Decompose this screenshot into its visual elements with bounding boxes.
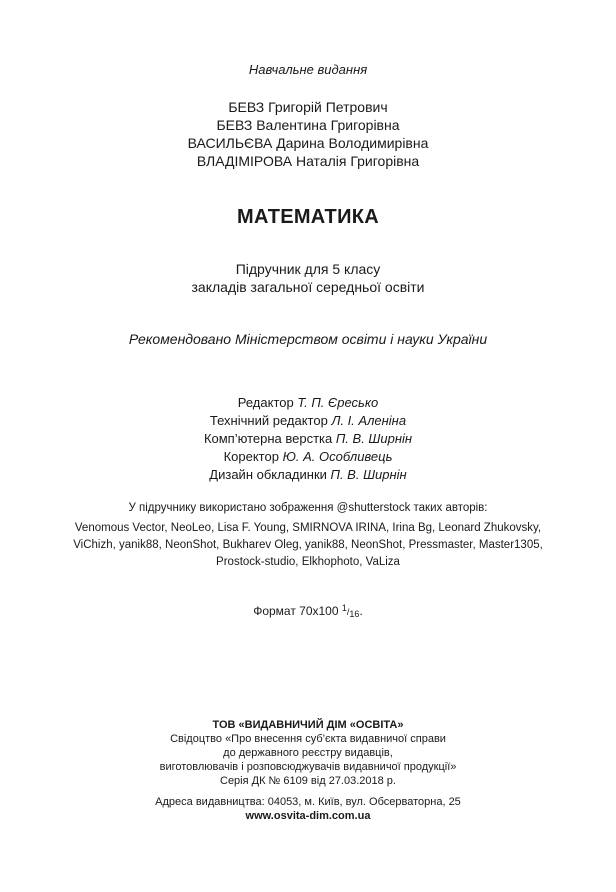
edition-type: Навчальне видання [248, 62, 368, 77]
author-line: ВАСИЛЬЄВА Дарина Володимирівна [187, 135, 429, 151]
subtitle-line: Підручник для 5 класу [235, 261, 381, 277]
editorial-staff [0, 394, 616, 484]
image-credits-line: ViChizh, yanik88, NeonShot, Bukharev Oleg, yanik88, NeonShot, Pressmaster, Master1305, [73, 539, 543, 551]
certificate-line: до державного реєстру видавців, [223, 747, 393, 759]
publisher-name: ТОВ «ВИДАВНИЧИЙ ДІМ «ОСВІТА» [212, 719, 404, 731]
book-title: МАТЕМАТИКА [236, 206, 379, 228]
authors-list [0, 98, 616, 170]
image-credits-line: Venomous Vector, NeoLeo, Lisa F. Young, SMIRNOVA IRINA, Irina Bg, Leonard Zhukovsky, [74, 522, 542, 534]
publisher-website: www.osvita-dim.com.ua [245, 810, 371, 822]
publisher-address: Адреса видавництва: 04053, м. Київ, вул. Обсерваторна, 25 [155, 796, 461, 808]
author-line: ВЛАДІМІРОВА Наталія Григорівна [196, 153, 420, 169]
paper-format: Формат 70х100 1/16. [253, 603, 363, 619]
format-fraction: 1/16 [341, 603, 360, 619]
staff-line: Редактор Т. П. Єресько [237, 395, 379, 410]
image-credits [0, 500, 616, 571]
ministry-recommendation: Рекомендовано Міністерством освіти і науки України [128, 331, 488, 347]
staff-line: Коректор Ю. А. Особливець [223, 449, 393, 464]
subtitle-line: закладів загальної середньої освіти [191, 279, 425, 295]
certificate-line: Серія ДК № 6109 від 27.03.2018 р. [220, 775, 396, 787]
staff-line: Дизайн обкладинки П. В. Ширнін [209, 467, 407, 482]
image-credits-intro: У підручнику використано зображення @shutterstock таких авторів: [128, 502, 488, 514]
staff-line: Комп’ютерна верстка П. В. Ширнін [203, 431, 413, 446]
book-subtitle [0, 260, 616, 296]
publisher-info [0, 718, 616, 823]
author-line: БЕВЗ Григорій Петрович [228, 99, 388, 115]
image-credits-line: Prostock-studio, Elkhophoto, VaLiza [216, 556, 400, 568]
certificate-line: Свідоцтво «Про внесення суб’єкта видавничої справи [170, 733, 446, 745]
author-line: БЕВЗ Валентина Григорівна [216, 117, 400, 133]
format-label: Формат 70х100 [253, 604, 339, 618]
certificate-line: виготовлювачів і розповсюджувачів видавничої продукції» [159, 761, 457, 773]
staff-line: Технічний редактор Л. І. Аленіна [209, 413, 407, 428]
